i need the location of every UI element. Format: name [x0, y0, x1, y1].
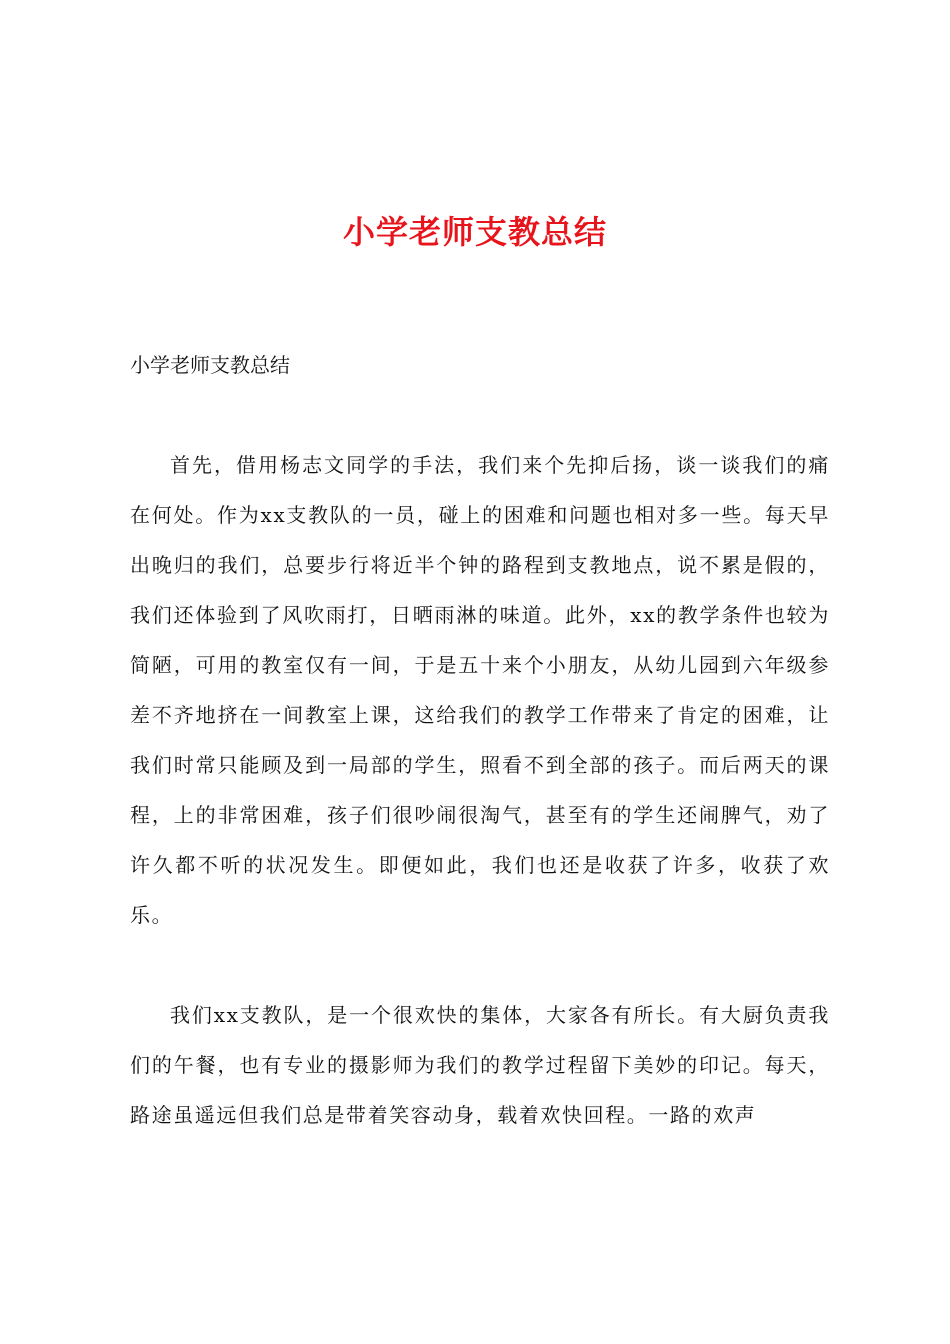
paragraph-2: 我们xx支教队，是一个很欢快的集体，大家各有所长。有大厨负责我们的午餐，也有专业的摄影师为我们的教学过程留下美妙的印记。每天，路途虽遥远但我们总是带着笑容动身，载着欢快回程。一路的欢声 [130, 1003, 830, 1127]
document-subtitle: 小学老师支教总结 [130, 353, 290, 377]
paragraph-1: 首先，借用杨志文同学的手法，我们来个先抑后扬，谈一谈我们的痛在何处。作为xx支教队的一员，碰上的困难和问题也相对多一些。每天早出晚归的我们，总要步行将近半个钟的路程到支教地点，说不累是假的，我们还体验到了风吹雨打，日晒雨淋的味道。此外，xx的教学条件也较为简陋，可用的教室仅有一间，于是五十来个小朋友，从幼儿园到六年级参差不齐地挤在一间教室上课，这给我们的教学工作带来了肯定的困难，让我们时常只能顾及到一局部的学生，照看不到全部的孩子。而后两天的课程，上的非常困难，孩子们很吵闹很淘气，甚至有的学生还闹脾气，劝了许久都不听的状况发生。即便如此，我们也还是收获了许多，收获了欢乐。 [130, 453, 830, 927]
document-title: 小学老师支教总结 [342, 213, 607, 251]
document-body [130, 340, 830, 1140]
